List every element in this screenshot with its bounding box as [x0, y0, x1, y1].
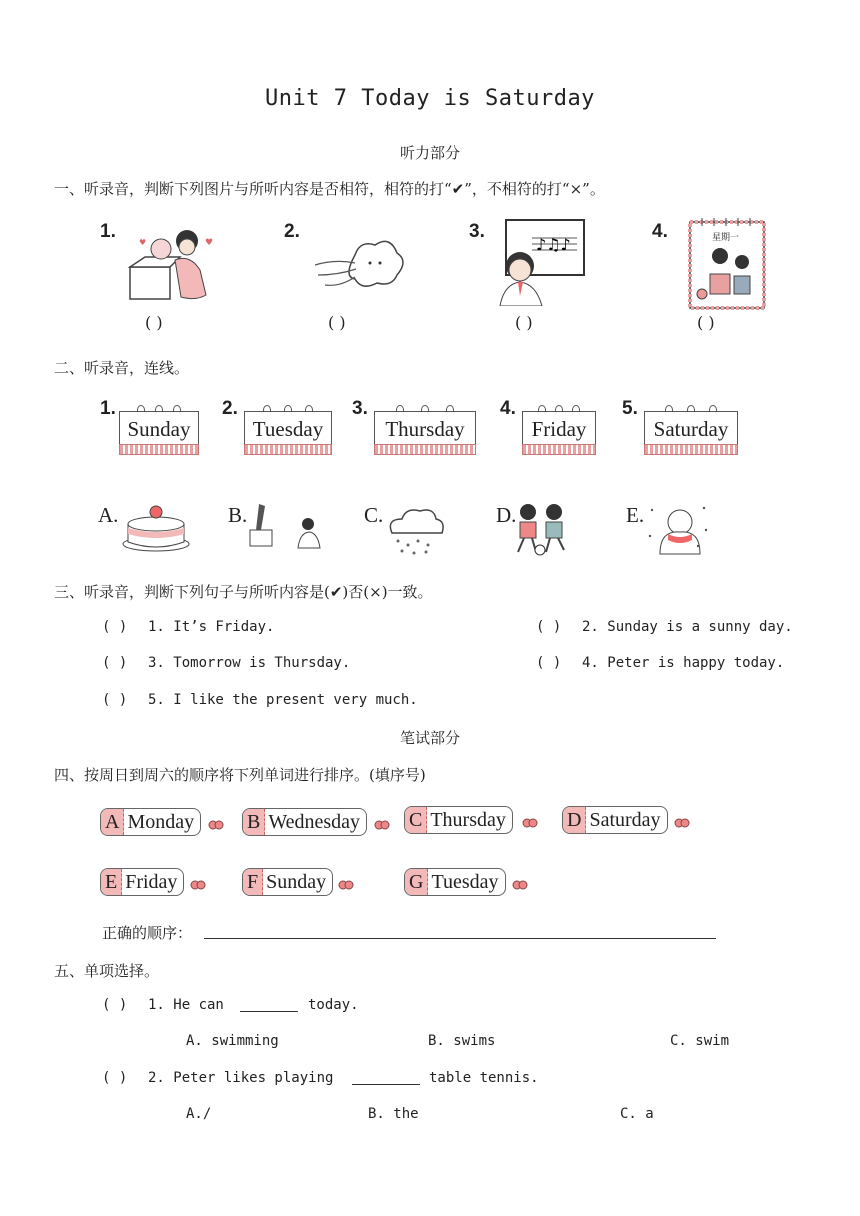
s2-num-4: 4. [500, 398, 516, 419]
q1-stem-after: today. [308, 997, 359, 1013]
q1-option-b[interactable]: B. swims [428, 1033, 496, 1049]
s2-letter-a: A. [98, 503, 119, 527]
page-title: Unit 7 Today is Saturday [265, 86, 595, 111]
day-word: Saturday [653, 417, 729, 441]
svg-text:♥: ♥ [205, 238, 214, 248]
cake-icon[interactable] [120, 500, 192, 554]
s1-paren-4[interactable]: ( ) [697, 313, 715, 332]
s3-paren-2[interactable]: ( ) [536, 619, 562, 635]
calendar-sunday[interactable] [119, 405, 199, 455]
day-word: Sunday [127, 417, 191, 441]
q2-option-c[interactable]: C. a [620, 1106, 654, 1122]
q2-blank[interactable] [352, 1084, 420, 1085]
s2-letter-e: E. [626, 503, 645, 527]
s2-num-3: 3. [352, 398, 368, 419]
q2-stem-before: 2. Peter likes playing [148, 1070, 334, 1086]
tag-word: Wednesday [268, 810, 361, 833]
wind-cloud-icon [310, 235, 405, 300]
bow-icon [338, 878, 354, 892]
s1-paren-1[interactable]: ( ) [145, 313, 163, 332]
tag-letter: E [101, 869, 122, 895]
s2-letter-d: D. [496, 503, 517, 527]
s2-num-2: 2. [222, 398, 238, 419]
bow-icon [190, 878, 206, 892]
day-word: Tuesday [252, 417, 324, 441]
tag-word: Saturday [589, 808, 661, 831]
tag-d-saturday[interactable] [562, 804, 694, 836]
tag-letter: G [405, 869, 428, 895]
tag-e-friday[interactable] [100, 866, 212, 898]
s2-letter-b: B. [228, 503, 248, 527]
q1-option-a[interactable]: A. swimming [186, 1033, 279, 1049]
calendar-saturday[interactable] [644, 405, 738, 455]
tag-letter: D [563, 807, 586, 833]
s3-paren-4[interactable]: ( ) [536, 655, 562, 671]
calendar-boys-icon [686, 214, 768, 310]
tag-word: Friday [125, 870, 178, 893]
tag-word: Thursday [430, 808, 506, 831]
s2-num-5: 5. [622, 398, 638, 419]
bow-icon [522, 816, 538, 830]
section1-heading: 一、听录音，判断下列图片与所听内容是否相符，相符的打“✔”，不相符的打“×”。 [54, 180, 605, 198]
s1-num-2: 2. [284, 221, 300, 242]
tag-word: Monday [127, 810, 195, 833]
q1-option-c[interactable]: C. swim [670, 1033, 730, 1049]
football-boys-icon[interactable] [512, 500, 572, 558]
section3-heading: 三、听录音，判断下列句子与所听内容是(✔)否(×)一致。 [54, 583, 433, 601]
calendar-tuesday[interactable] [244, 405, 332, 455]
bow-icon [374, 818, 390, 832]
tag-c-thursday[interactable] [404, 804, 544, 836]
section2-heading: 二、听录音，连线。 [54, 359, 190, 377]
calendar-label: 星期一 [712, 233, 740, 243]
q2-stem-after: table tennis. [429, 1070, 539, 1086]
s1-num-3: 3. [469, 221, 485, 242]
tag-word: Tuesday [431, 870, 499, 893]
s1-paren-3[interactable]: ( ) [515, 313, 533, 332]
tag-word: Sunday [266, 870, 327, 893]
tag-letter: A [101, 809, 124, 835]
q2-option-b[interactable]: B. the [368, 1106, 419, 1122]
s3-paren-3[interactable]: ( ) [102, 655, 128, 671]
q1-paren[interactable]: ( ) [102, 997, 128, 1013]
music-class-icon [492, 218, 587, 306]
tag-letter: C [405, 807, 427, 833]
s3-text-5: 5. I like the present very much. [148, 692, 418, 708]
s2-num-1: 1. [100, 398, 116, 419]
s3-paren-5[interactable]: ( ) [102, 692, 128, 708]
s2-letter-c: C. [364, 503, 384, 527]
calendar-thursday[interactable] [374, 405, 476, 455]
bow-icon [208, 818, 224, 832]
section5-heading: 五、单项选择。 [54, 962, 160, 980]
s1-num-4: 4. [652, 221, 668, 242]
writing-boy-icon[interactable] [246, 500, 326, 552]
tag-g-tuesday[interactable] [404, 866, 534, 898]
s3-paren-1[interactable]: ( ) [102, 619, 128, 635]
q1-stem-before: 1. He can [148, 997, 224, 1013]
bow-icon [512, 878, 528, 892]
s3-text-3: 3. Tomorrow is Thursday. [148, 655, 351, 671]
svg-text:♥: ♥ [139, 238, 147, 247]
s3-text-2: 2. Sunday is a sunny day. [582, 619, 793, 635]
s3-text-4: 4. Peter is happy today. [582, 655, 785, 671]
q2-paren[interactable]: ( ) [102, 1070, 128, 1086]
snowman-icon[interactable] [646, 500, 712, 556]
q1-blank[interactable] [240, 1011, 298, 1012]
q2-option-a[interactable]: A./ [186, 1106, 212, 1122]
section4-heading: 四、按周日到周六的顺序将下列单词进行排序。(填序号) [54, 766, 426, 784]
rain-cloud-icon[interactable] [384, 505, 446, 557]
bow-icon [674, 816, 690, 830]
tag-a-monday[interactable] [100, 806, 230, 838]
tag-b-wednesday[interactable] [242, 806, 392, 838]
answer-line[interactable] [204, 938, 716, 939]
svg-text:♪♫♪: ♪♫♪ [536, 235, 571, 254]
s1-num-1: 1. [100, 221, 116, 242]
gift-present-icon [125, 225, 220, 305]
calendar-friday[interactable] [522, 405, 596, 455]
tag-letter: F [243, 869, 263, 895]
day-word: Friday [531, 417, 587, 441]
writing-heading: 笔试部分 [399, 729, 460, 747]
listening-heading: 听力部分 [399, 144, 460, 162]
s3-text-1: 1. It’s Friday. [148, 619, 275, 635]
s1-paren-2[interactable]: ( ) [328, 313, 346, 332]
answer-label: 正确的顺序： [102, 924, 193, 942]
tag-letter: B [243, 809, 265, 835]
day-word: Thursday [385, 417, 465, 441]
tag-f-sunday[interactable] [242, 866, 358, 898]
